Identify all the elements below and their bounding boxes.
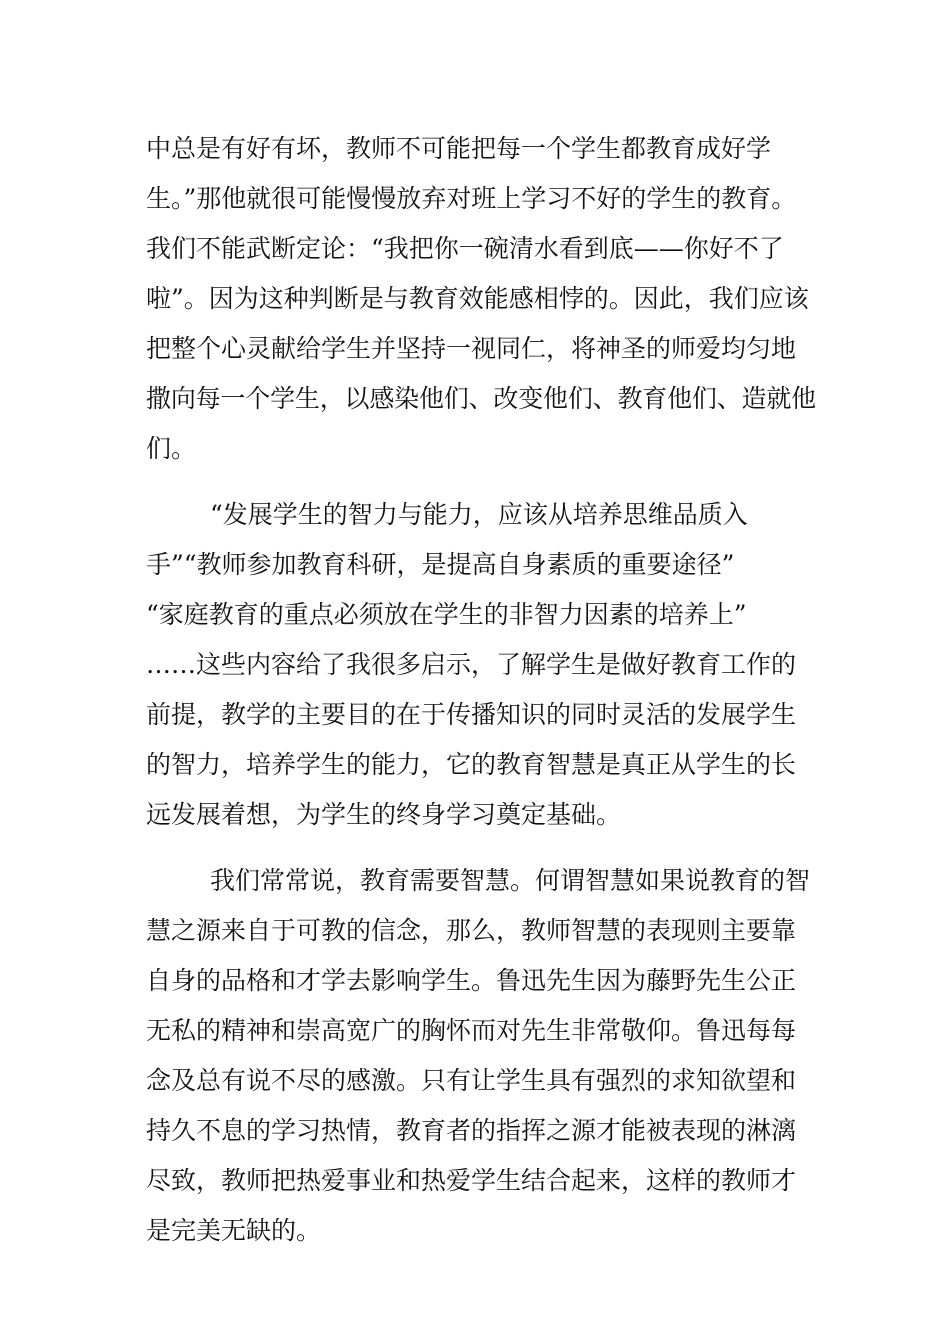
text-line: “家庭教育的重点必须放在学生的非智力因素的培养上” — [146, 600, 747, 629]
text-line: 自身的品格和才学去影响学生。鲁迅先生因为藤野先生公正 — [146, 966, 797, 995]
text-line: 把整个心灵献给学生并坚持一视同仁，将神圣的师爱均匀地 — [146, 334, 797, 363]
text-line: “发展学生的智力与能力，应该从培养思维品质入 — [210, 500, 748, 529]
paragraph-2 — [146, 490, 816, 840]
text-line: 手”“教师参加教育科研，是提高自身素质的重要途径” — [146, 550, 735, 579]
text-line: 的智力，培养学生的能力，它的教育智慧是真正从学生的长 — [146, 750, 797, 779]
paragraph-spacer — [146, 840, 816, 856]
paragraph-3 — [146, 856, 816, 1256]
paragraph-spacer — [146, 474, 816, 490]
text-line: 是完美无缺的。 — [146, 1216, 322, 1245]
text-line: 无私的精神和崇高宽广的胸怀而对先生非常敬仰。鲁迅每每 — [146, 1016, 797, 1045]
text-line: 前提，教学的主要目的在于传播知识的同时灵活的发展学生 — [146, 700, 797, 729]
text-line: 远发展着想，为学生的终身学习奠定基础。 — [146, 800, 622, 829]
text-line: 生。”那他就很可能慢慢放弃对班上学习不好的学生的教育。 — [146, 184, 797, 213]
paragraph-1 — [146, 124, 816, 474]
text-line: 念及总有说不尽的感激。只有让学生具有强烈的求知欲望和 — [146, 1066, 797, 1095]
text-line: 持久不息的学习热情，教育者的指挥之源才能被表现的淋漓 — [146, 1116, 797, 1145]
text-line: 中总是有好有坏，教师不可能把每一个学生都教育成好学 — [146, 134, 772, 163]
text-line: 们。 — [146, 434, 197, 463]
text-line: 慧之源来自于可教的信念，那么，教师智慧的表现则主要靠 — [146, 916, 797, 945]
document-body — [146, 124, 816, 1256]
text-line: 我们不能武断定论：“我把你一碗清水看到底——你好不了 — [146, 234, 784, 263]
text-line: 啦”。因为这种判断是与教育效能感相悖的。因此，我们应该 — [146, 284, 809, 313]
text-line: 我们常常说，教育需要智慧。何谓智慧如果说教育的智 — [210, 866, 811, 895]
text-line: ……这些内容给了我很多启示，了解学生是做好教育工作的 — [146, 650, 797, 679]
text-line: 尽致，教师把热爱事业和热爱学生结合起来，这样的教师才 — [146, 1166, 797, 1195]
text-line: 撒向每一个学生，以感染他们、改变他们、教育他们、造就他 — [146, 384, 816, 413]
